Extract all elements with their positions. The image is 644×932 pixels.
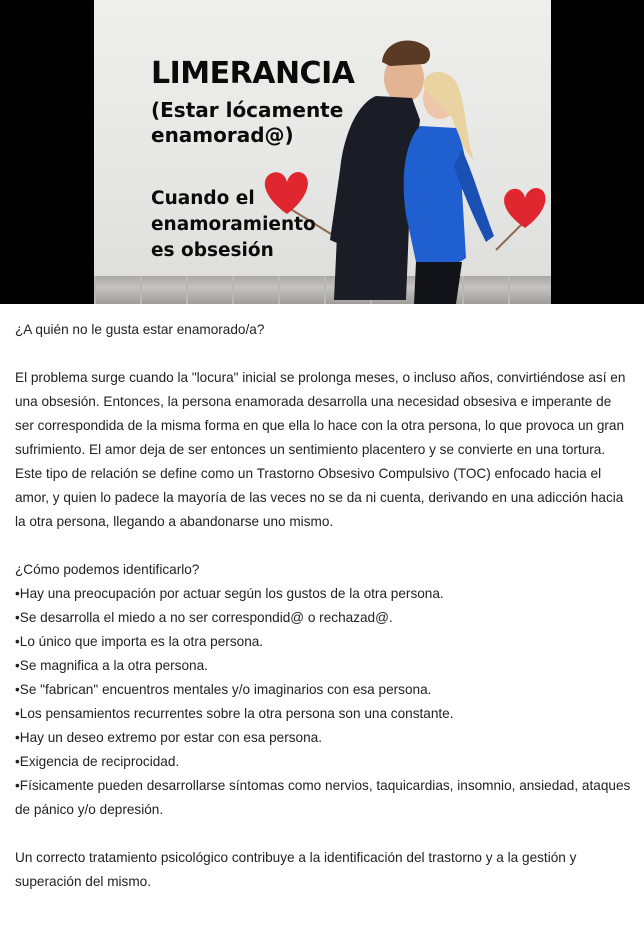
conclusion-paragraph: Un correcto tratamiento psicológico contribuye a la identificación del trastorno y a la gestión y superación del mismo. [15,850,577,889]
hero-subtitle-line: enamorad@) [151,123,294,147]
list-item: •Hay una preocupación por actuar según los gustos de la otra persona. [15,586,444,601]
hero-subtitle-line: (Estar lócamente [151,98,344,122]
list-item: •Físicamente pueden desarrollarse síntomas como nervios, taquicardias, insomnio, ansiedad, ataques de pánico y/o depresión. [15,778,631,817]
hero-title: LIMERANCIA [151,56,355,91]
hero-banner [0,0,644,304]
hero-tagline-line: enamoramiento [151,214,316,235]
paragraph-problem: El problema surge cuando la "locura" inicial se prolonga meses, o incluso años, convirtiéndose así en una obsesión. Entonces, la persona enamorada desarrolla una necesidad obsesiva e imperante de ser correspondida de la misma forma en que ella lo hace con la otra persona, lo que provoca un gran sufrimiento. El amor deja de ser entonces un sentimiento placentero y se convierte en una tortura. [15,370,626,457]
intro-question: ¿A quién no le gusta estar enamorado/a? [15,322,265,337]
heart-icon [504,188,545,228]
article-body [15,318,633,894]
paragraph-toc: Este tipo de relación se define como un Trastorno Obsesivo Compulsivo (TOC) enfocado hacia el amor, y quien lo padece la mayoría de las veces no se da ni cuenta, derivando en una adicción hacia la otra persona, llegando a abandonarse uno mismo. [15,466,624,529]
woman-figure [404,72,494,304]
list-item: •Lo único que importa es la otra persona. [15,634,264,649]
list-item: •Los pensamientos recurrentes sobre la otra persona son una constante. [15,706,454,721]
list-item: •Se "fabrican" encuentros mentales y/o imaginarios con esa persona. [15,682,432,697]
list-item: •Se desarrolla el miedo a no ser correspondid@ o rechazad@. [15,610,393,625]
identify-heading: ¿Cómo podemos identificarlo? [15,562,200,577]
list-item: •Hay un deseo extremo por estar con esa persona. [15,730,323,745]
hero-tagline [151,186,341,264]
hero-tagline-line: Cuando el [151,188,255,209]
list-item: •Se magnifica a la otra persona. [15,658,208,673]
list-item: •Exigencia de reciprocidad. [15,754,180,769]
hero-subtitle [151,98,361,148]
hero-tagline-line: es obsesión [151,240,274,261]
